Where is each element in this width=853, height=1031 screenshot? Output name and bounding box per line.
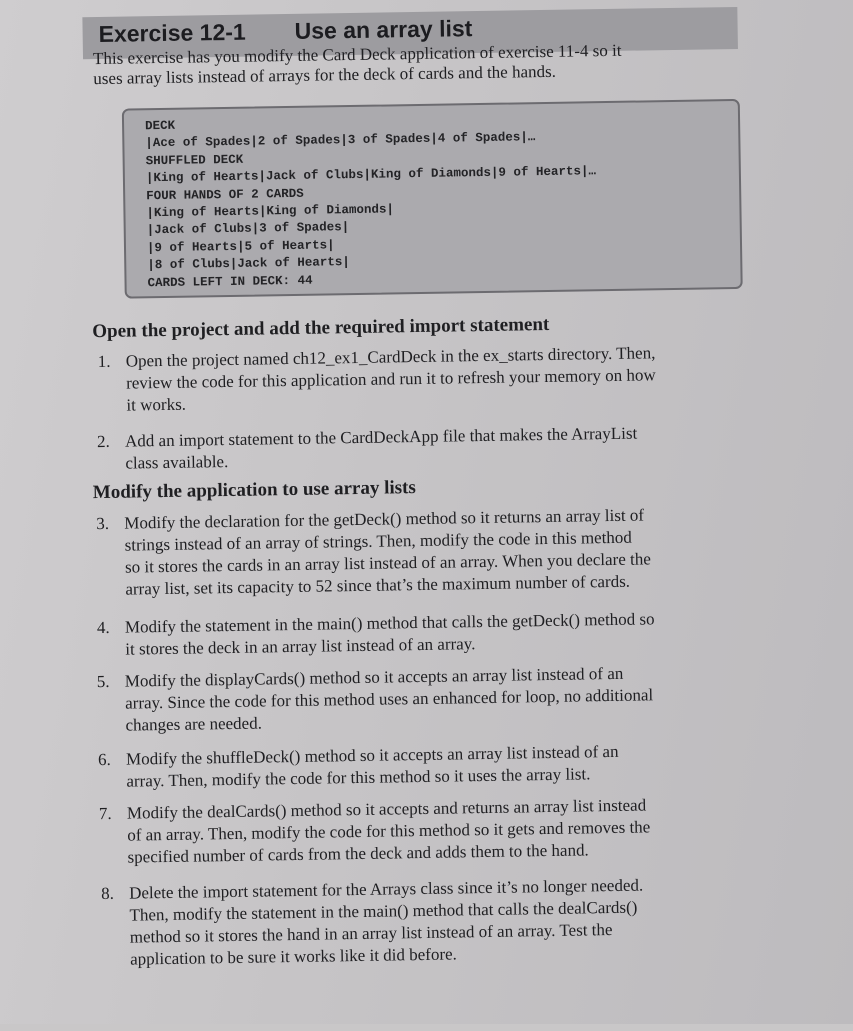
step-item <box>97 341 737 417</box>
console-line: |Jack of Clubs|3 of Spades| <box>146 220 350 238</box>
exercise-title: Use an array list <box>294 15 473 44</box>
console-line: |King of Hearts|Jack of Clubs|King of Diamonds|9 of Hearts|… <box>145 164 597 186</box>
step-line: review the code for this application and run it to refresh your memory on how <box>125 365 656 393</box>
step-line: Modify the dealCards() method so it accepts and returns an array list instead <box>126 795 647 823</box>
step-item <box>97 739 737 793</box>
step-line: so it stores the cards in an array list instead of an array. When you declare the <box>124 549 651 577</box>
step-line: it stores the deck in an array list instead of an array. <box>125 634 476 659</box>
step-line: Open the project named ch12_ex1_CardDeck in the ex_starts directory. Then, <box>125 343 656 371</box>
step-line: array list, set its capacity to 52 since that’s the maximum number of cards. <box>125 571 631 599</box>
console-line: |Ace of Spades|2 of Spades|3 of Spades|4 of Spades|… <box>145 130 536 151</box>
step-line: application to be sure it works like it did before. <box>130 944 457 969</box>
step-number: 6. <box>97 749 111 770</box>
console-line: |9 of Hearts|5 of Hearts| <box>146 238 335 256</box>
console-line: DECK <box>144 118 176 134</box>
step-number: 1. <box>97 351 111 372</box>
step-line: Delete the import statement for the Arrays class since it’s no longer needed. <box>128 875 644 903</box>
console-line: SHUFFLED DECK <box>145 152 244 169</box>
step-line: Modify the statement in the main() method that calls the getDeck() method so <box>124 609 655 637</box>
step-number: 3. <box>96 513 110 534</box>
console-line: |King of Hearts|King of Diamonds| <box>146 202 395 221</box>
console-line: CARDS LEFT IN DECK: 44 <box>147 273 313 290</box>
step-line: changes are needed. <box>125 713 263 735</box>
step-line: of an array. Then, modify the code for this method so it gets and removes the <box>127 817 651 845</box>
section-heading: Modify the application to use array lists <box>92 477 416 504</box>
step-item <box>100 873 740 971</box>
step-item <box>98 793 738 869</box>
intro-line: uses array lists instead of arrays for the deck of cards and the hands. <box>93 61 557 89</box>
intro-line: This exercise has you modify the Card Deck application of exercise 11-4 so it <box>92 40 622 69</box>
step-line: Modify the shuffleDeck() method so it accepts an array list instead of an <box>125 741 619 769</box>
step-line: class available. <box>125 452 229 473</box>
step-line: array. Since the code for this method uses an enhanced for loop, no additional <box>125 685 654 713</box>
console-output-box <box>122 99 743 299</box>
step-line: Modify the displayCards() method so it accepts an array list instead of an <box>124 663 624 691</box>
step-item <box>96 503 735 601</box>
step-line: Add an import statement to the CardDeckApp file that makes the ArrayList <box>124 423 638 451</box>
step-line: method so it stores the hand in an array list instead of an array. Test the <box>129 920 613 947</box>
console-line: FOUR HANDS OF 2 CARDS <box>146 186 304 203</box>
step-line: array. Then, modify the code for this method so it uses the array list. <box>126 764 591 791</box>
step-line: Then, modify the statement in the main() method that calls the dealCards() <box>129 897 638 925</box>
step-line: it works. <box>126 394 187 415</box>
console-line: |8 of Clubs|Jack of Hearts| <box>147 255 350 273</box>
step-line: strings instead of an array of strings. Then, modify the code in this method <box>124 527 632 555</box>
step-item <box>96 661 736 737</box>
step-number: 2. <box>96 431 110 452</box>
step-item <box>96 421 736 475</box>
exercise-number: Exercise 12-1 <box>98 18 246 47</box>
step-number: 7. <box>98 803 112 824</box>
step-number: 8. <box>100 883 115 904</box>
step-number: 5. <box>96 671 110 692</box>
step-number: 4. <box>96 617 110 638</box>
step-line: specified number of cards from the deck and adds them to the hand. <box>127 840 589 867</box>
step-line: Modify the declaration for the getDeck() method so it returns an array list of <box>124 505 645 533</box>
step-item <box>96 607 736 661</box>
section-heading: Open the project and add the required import statement <box>92 313 550 343</box>
